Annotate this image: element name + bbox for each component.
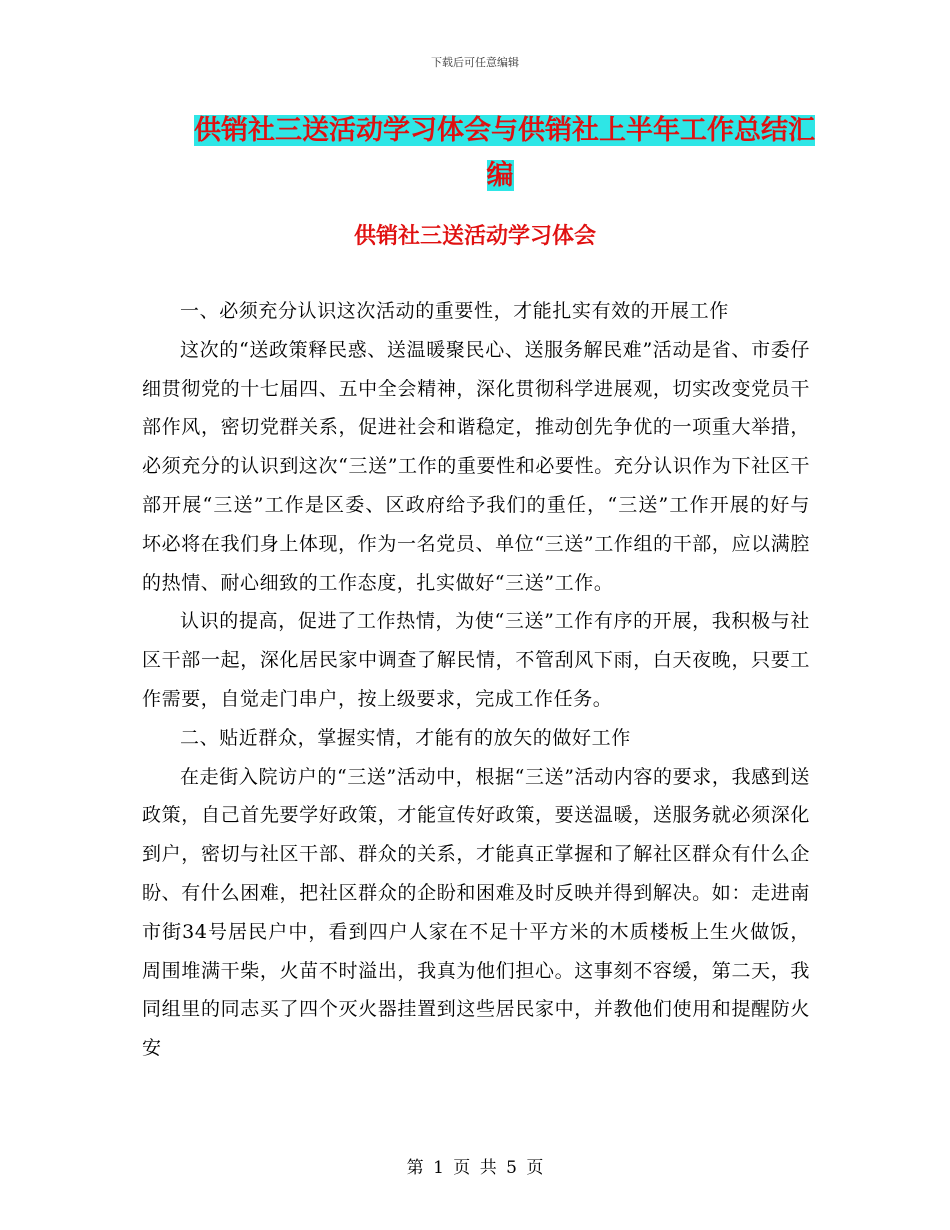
header-note: 下载后可任意编辑 xyxy=(431,56,519,69)
section-title: 供销社三送活动学习体会 xyxy=(353,224,596,249)
document-title-line-2 xyxy=(170,153,830,198)
paragraph-heading-1: 一、必须充分认识这次活动的重要性，才能扎实有效的开展工作 xyxy=(180,300,729,322)
page-footer: 第 1 页 共 5 页 xyxy=(406,1158,544,1178)
document-title xyxy=(170,108,830,198)
paragraph-heading-2: 二、贴近群众，掌握实情，才能有的放矢的做好工作 xyxy=(180,726,631,749)
document-body xyxy=(142,292,810,1068)
paragraph: 在走街入院访户的“三送”活动中，根据“三送”活动内容的要求，我感到送政策，自己首先要学好政策，才能宣传好政策，要送温暖，送服务就必须深化到户，密切与社区干部、群众的关系，才能真正掌握和了解社区群众有什么企盼、有什么困难，把社区群众的企盼和困难及时反映并得到解决。如：走进南市街34号居民户中，看到四户人家在不足十平方米的木质楼板上生火做饭，周围堆满干柴，火苗不时溢出，我真为他们担心。这事刻不容缓，第二天，我同组里的同志买了四个灭火器挂置到这些居民家中，并教他们使用和提醒防火安 xyxy=(142,765,810,1060)
paragraph: 认识的提高，促进了工作热情，为使“三送”工作有序的开展，我积极与社区干部一起，深化居民家中调查了解民情，不管刮风下雨，白天夜晚，只要工作需要，自觉走门串户，按上级要求，完成工作任务。 xyxy=(142,610,810,710)
document-title-line-1 xyxy=(170,108,830,153)
paragraph: 这次的“送政策释民惑、送温暖聚民心、送服务解民难”活动是省、市委仔细贯彻党的十七届四、五中全会精神，深化贯彻科学进展观，切实改变党员干部作风，密切党群关系，促进社会和谐稳定，推动创先争优的一项重大举措，必须充分的认识到这次“三送”工作的重要性和必要性。充分认识作为下社区干部开展“三送”工作是区委、区政府给予我们的重任，“三送”工作开展的好与坏必将在我们身上体现，作为一名党员、单位“三送”工作组的干部，应以满腔的热情、耐心细致的工作态度，扎实做好“三送”工作。 xyxy=(142,338,810,594)
title-highlight-1: 供销社三送活动学习体会与供销社上半年工作总结汇 xyxy=(194,115,815,146)
title-highlight-2: 编 xyxy=(486,160,514,191)
